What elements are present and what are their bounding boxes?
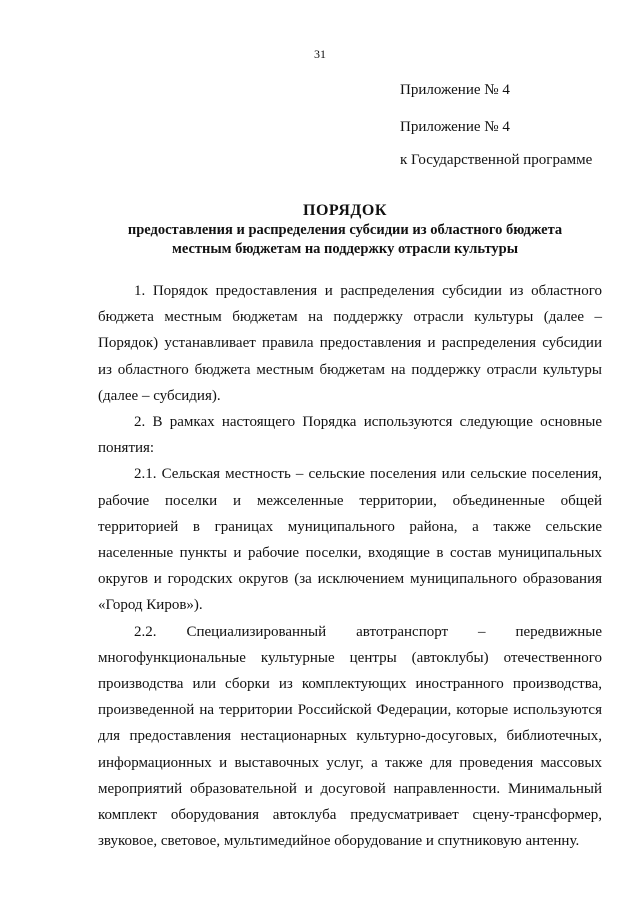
document-subtitle-line2: местным бюджетам на поддержку отрасли культуры bbox=[171, 241, 519, 257]
annex-program-reference: к Государственной программе bbox=[400, 152, 593, 168]
paragraph-2-1: 2.1. Сельская местность – сельские поселения или сельские поселения, рабочие поселки и межселенные территории, объединенные общей территорией в границах муниципального района, а также сельские населенные пункты и рабочие поселки, входящие в состав муниципальных округов и городских округов (за исключением муниципального образования «Город Киров»). bbox=[98, 466, 602, 614]
annex-label-repeat: Приложение № 4 bbox=[400, 119, 510, 135]
document-body bbox=[98, 278, 602, 854]
paragraph-2: 2. В рамках настоящего Порядка используются следующие основные понятия: bbox=[98, 414, 602, 457]
paragraph-1: 1. Порядок предоставления и распределения субсидии из областного бюджета местным бюджетам на поддержку отрасли культуры (далее – Порядок) устанавливает правила предоставления и распределения субсидии из областного бюджета местным бюджетам на поддержку отрасли культуры (далее – субсидия). bbox=[98, 283, 602, 404]
paragraph-2-2: 2.2. Специализированный автотранспорт – передвижные многофункциональные культурные центры (автоклубы) отечественного производства или сборки из комплектующих иностранного производства, произведенной на территории Российской Федерации, которые используются для предоставления нестационарных культурно-досуговых, библиотечных, информационных и выставочных услуг, а также для проведения массовых мероприятий образовательной и досуговой направленности. Минимальный комплект оборудования автоклуба предусматривает сцену-трансформер, звуковое, световое, мультимедийное оборудование и спутниковую антенну. bbox=[98, 623, 602, 850]
document-title-block bbox=[60, 200, 630, 259]
page-number: 31 bbox=[314, 47, 326, 61]
document-title: ПОРЯДОК bbox=[303, 202, 387, 219]
annex-label: Приложение № 4 bbox=[400, 82, 510, 98]
document-subtitle-line1: предоставления и распределения субсидии из областного бюджета bbox=[127, 222, 563, 238]
